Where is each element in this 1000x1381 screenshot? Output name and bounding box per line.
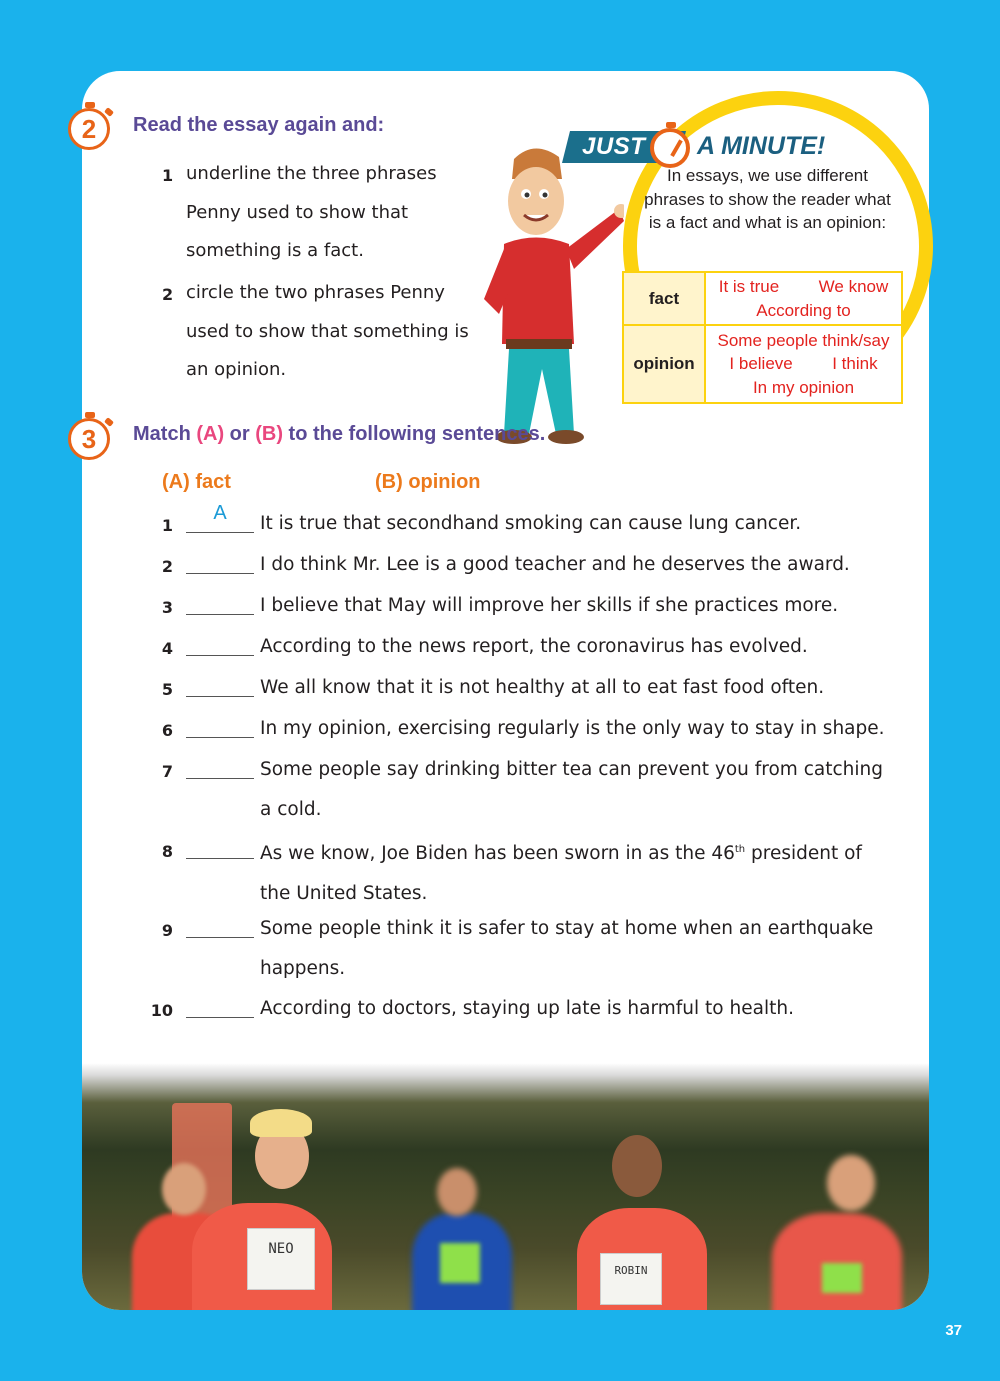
phrase: It is true [718,277,780,296]
bib-shape [822,1263,862,1293]
stopwatch-knob [85,412,95,418]
runner-shape [772,1213,902,1310]
item-number: 9 [161,921,173,940]
answer-blank[interactable] [186,737,254,738]
answer-blank[interactable] [186,614,254,615]
minute-label: A MINUTE! [697,132,826,160]
stopwatch-knob [666,122,676,128]
phrase: According to [756,300,851,320]
sentence: Some people think it is safer to stay at home when an earthquake happens. [260,918,874,979]
just-a-minute-text: In essays, we use different phrases to show the reader what is a fact and what is an opinion: [644,166,891,232]
item-number: 6 [161,721,173,740]
heading-text: Match [133,423,197,445]
answer-blank[interactable] [186,532,254,533]
answer-text: A [213,502,227,524]
answer-blank[interactable] [186,778,254,779]
runner-bib: ROBIN [600,1253,662,1305]
cartoon-character [474,139,624,449]
page-number: 37 [945,1322,962,1339]
answer-blank[interactable] [186,573,254,574]
just-label: JUST [582,133,646,160]
fact-opinion-table [622,271,903,404]
exercise-row [0,629,1000,670]
answer-blank[interactable] [186,1017,254,1018]
item-number: 7 [161,762,173,781]
phrase: In my opinion [752,377,855,397]
sentence: It is true that secondhand smoking can cause lung cancer. [260,513,802,534]
heading-text: to the following sentences. [283,423,546,445]
phrase: We know [818,277,889,296]
heading-a: (A) [196,423,225,445]
exercise-row [0,711,1000,752]
sentence: According to doctors, staying up late is harmful to health. [260,998,794,1019]
runner-head [827,1155,875,1211]
item-number: 8 [161,842,173,861]
exercise-row [0,547,1000,588]
section-2-heading: Read the essay again and: [133,114,385,136]
task-number: 2 [162,285,174,304]
answer-blank[interactable] [186,696,254,697]
task-text: circle the two phrases Penny used to show that something is an opinion. [186,282,469,380]
fact-phrases [705,272,902,325]
sentence-part: president of the United States. [260,843,862,904]
section-3-badge [68,418,110,460]
stopwatch-icon [650,128,690,168]
sentence [260,830,890,913]
exercise-row [0,752,1000,832]
exercise-row [0,670,1000,711]
opinion-label: opinion [623,325,705,403]
stopwatch-hand [670,139,682,157]
stopwatch-knob [85,102,95,108]
exercise-row [0,588,1000,629]
ordinal-suffix: th [734,844,746,855]
sentence: In my opinion, exercising regularly is the only way to stay in shape. [260,718,885,739]
item-number: 10 [150,1001,173,1020]
sentence-part: As we know, Joe Biden has been sworn in as the 46 [260,843,735,865]
opinion-row [623,325,902,403]
phrase: I think [832,354,878,374]
runner-hair [250,1109,312,1137]
fact-row [623,272,902,325]
runner-head [612,1135,662,1197]
fact-label: fact [623,272,705,325]
item-number: 2 [161,557,173,576]
phrase: Some people think/say [717,330,890,350]
answer-blank[interactable] [186,858,254,859]
bib-shape [440,1243,480,1283]
choice-a: (A) fact [162,471,231,493]
phrase: I believe [729,354,793,374]
section-number: 2 [81,114,97,144]
item-number: 4 [161,639,173,658]
choice-b: (B) opinion [375,471,481,493]
section-3-heading [133,423,545,446]
runner-head [437,1168,477,1216]
sentence: According to the news report, the coronavirus has evolved. [260,636,808,657]
item-number: 3 [161,598,173,617]
answer-blank[interactable] [186,937,254,938]
task-number: 1 [162,166,174,185]
exercise-row [0,502,1000,547]
answer-blank[interactable] [186,655,254,656]
runner-bib: NEO [247,1228,315,1290]
exercise-row [0,911,1000,991]
opinion-phrases [705,325,902,403]
runner-head [162,1163,206,1215]
sentence: I do think Mr. Lee is a good teacher and he deserves the award. [260,554,850,575]
runners-photo [82,1063,929,1310]
sentence: Some people say drinking bitter tea can prevent you from catching a cold. [260,759,883,820]
sentence: I believe that May will improve her skills if she practices more. [260,595,839,616]
exercise-row [0,991,1000,1032]
exercise-row [0,832,1000,912]
item-number: 1 [161,516,173,535]
section-number: 3 [81,424,97,454]
heading-b: (B) [255,423,283,445]
sentence: We all know that it is not healthy at all to eat fast food often. [260,677,825,698]
section-2-badge [68,108,110,150]
task-text: underline the three phrases Penny used to show that something is a fact. [186,163,437,261]
heading-text: or [224,423,256,445]
item-number: 5 [161,680,173,699]
